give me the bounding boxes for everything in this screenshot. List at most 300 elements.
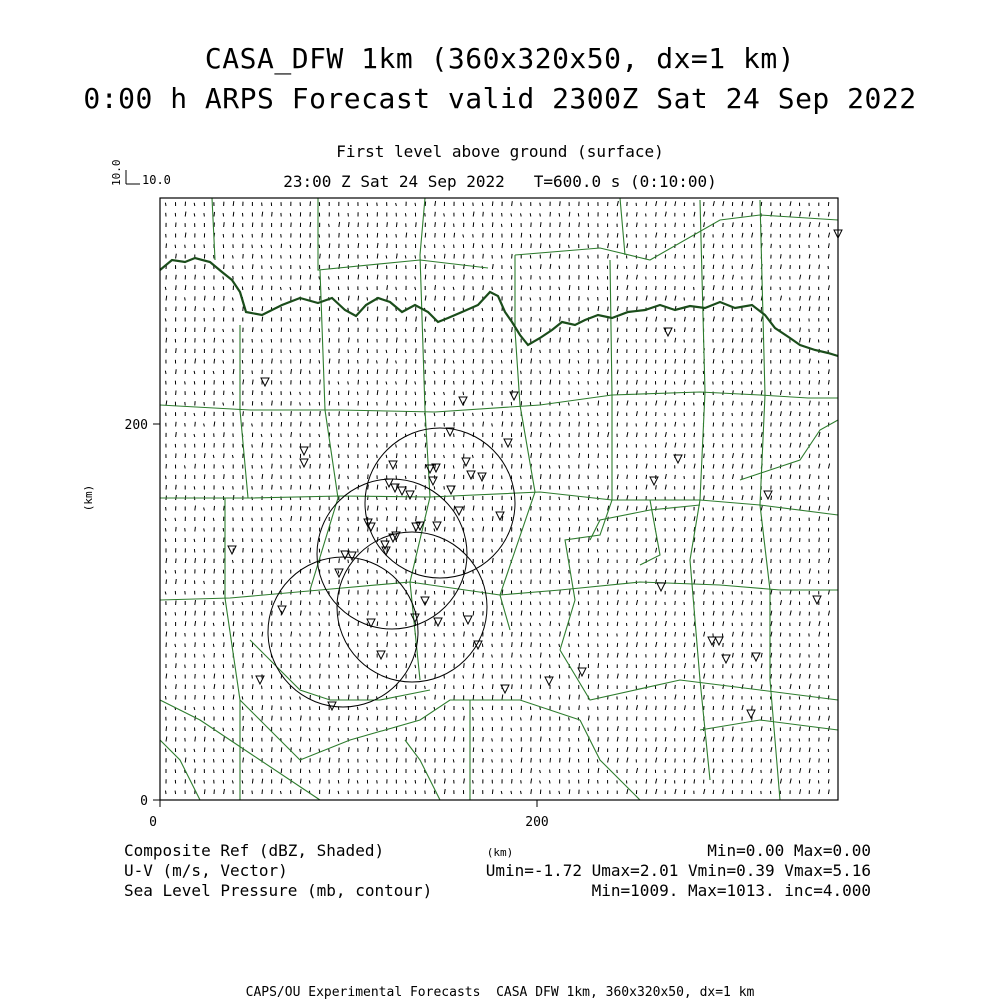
wind-vector (272, 716, 273, 721)
wind-vector (434, 486, 435, 489)
wind-vector (329, 726, 330, 731)
wind-vector (396, 571, 397, 574)
wind-vector (425, 213, 426, 216)
wind-vector (684, 643, 685, 647)
wind-vector (579, 422, 580, 427)
wind-vector (608, 559, 609, 563)
wind-vector (521, 632, 522, 637)
wind-vector (310, 275, 311, 280)
wind-vector (492, 695, 493, 700)
wind-vector (761, 538, 762, 542)
wind-vector (608, 579, 609, 584)
wind-vector (675, 789, 676, 794)
station-marker (715, 637, 723, 645)
wind-vector (521, 422, 522, 427)
wind-vector (472, 455, 473, 458)
wind-vector (569, 245, 570, 248)
wind-vector (348, 455, 349, 458)
wind-vector (272, 747, 273, 752)
wind-vector (300, 392, 301, 395)
wind-vector (521, 455, 522, 458)
wind-vector (291, 411, 292, 416)
wind-vector (675, 685, 676, 689)
wind-vector (617, 495, 618, 500)
wind-vector (396, 453, 397, 458)
wind-vector (627, 495, 628, 500)
wind-vector (262, 779, 263, 784)
wind-vector (405, 402, 406, 405)
wind-vector (617, 244, 618, 248)
wind-vector (502, 432, 503, 437)
wind-vector (752, 201, 753, 206)
wind-vector (713, 454, 714, 458)
wind-vector (704, 527, 705, 532)
wind-vector (232, 298, 233, 301)
wind-vector (300, 465, 301, 468)
wind-vector (800, 579, 801, 584)
wind-vector (214, 212, 215, 217)
wind-vector (483, 327, 484, 332)
y-tick-label-200: 200 (124, 418, 148, 433)
wind-vector (665, 370, 666, 375)
wind-vector (550, 369, 551, 374)
wind-vector (617, 590, 618, 595)
wind-vector (656, 538, 657, 543)
wind-vector (771, 244, 772, 248)
wind-vector (588, 611, 589, 616)
wind-vector (579, 474, 580, 479)
wind-vector (232, 728, 233, 731)
wind-vector (511, 213, 512, 216)
wind-vector (415, 665, 416, 668)
wind-vector (387, 401, 388, 406)
wind-vector (300, 623, 301, 626)
wind-vector (675, 601, 676, 605)
wind-vector (597, 508, 598, 511)
wind-vector (732, 569, 733, 573)
wind-vector (617, 370, 618, 375)
wind-vector (367, 728, 368, 731)
wind-vector (242, 528, 243, 531)
wind-vector (665, 674, 666, 679)
wind-vector (444, 570, 445, 573)
wind-vector (213, 518, 214, 521)
wind-vector (549, 780, 550, 783)
wind-vector (761, 663, 762, 668)
wind-vector (386, 738, 387, 741)
wind-vector (339, 348, 340, 353)
wind-vector (597, 413, 598, 416)
wind-vector (723, 737, 724, 742)
wind-vector (752, 412, 753, 416)
wind-vector (223, 633, 224, 636)
wind-vector (790, 464, 791, 469)
wind-vector (281, 255, 282, 258)
wind-vector (387, 369, 388, 374)
wind-vector (549, 612, 550, 615)
wind-vector (579, 674, 580, 679)
wind-vector (656, 779, 657, 784)
wind-vector (704, 590, 705, 595)
wind-vector (464, 275, 465, 280)
wind-vector (742, 663, 743, 668)
wind-vector (272, 569, 273, 574)
wind-vector (492, 201, 493, 206)
wind-vector (675, 590, 676, 594)
wind-vector (358, 570, 359, 573)
wind-vector (194, 486, 195, 489)
wind-vector (262, 705, 263, 710)
wind-vector (309, 770, 310, 773)
radar-range-ring (268, 557, 418, 707)
wind-vector (627, 632, 628, 636)
wind-vector (368, 359, 369, 364)
wind-vector (771, 548, 772, 552)
wind-vector (339, 254, 340, 259)
wind-vector (752, 328, 753, 332)
station-marker (462, 458, 470, 466)
wind-vector (568, 403, 569, 406)
radar-range-rings (268, 428, 515, 707)
wind-vector (300, 726, 301, 731)
wind-vector (473, 653, 474, 658)
wind-vector (176, 422, 177, 427)
wind-vector (262, 558, 263, 563)
wind-vector (358, 264, 359, 269)
wind-vector (704, 222, 705, 227)
wind-vector (224, 506, 225, 511)
wind-vector (262, 255, 263, 258)
wind-vector (617, 674, 618, 679)
wind-vector (646, 705, 647, 710)
wind-vector (435, 684, 436, 689)
wind-vector (444, 222, 445, 227)
wind-vector (598, 350, 599, 353)
wind-vector (761, 506, 762, 511)
wind-vector (204, 726, 205, 731)
wind-vector (656, 390, 657, 395)
wind-vector (819, 716, 820, 721)
wind-vector (272, 474, 273, 479)
wind-vector (195, 422, 196, 427)
wind-vector (165, 287, 166, 290)
wind-vector (214, 359, 215, 364)
wind-vector (656, 737, 657, 741)
wind-vector (723, 265, 724, 269)
wind-vector (723, 569, 724, 574)
wind-vector (329, 455, 330, 458)
wind-vector (742, 370, 743, 374)
wind-vector (176, 254, 177, 259)
wind-vector (329, 276, 330, 279)
wind-vector (752, 506, 753, 510)
wind-vector (704, 748, 705, 752)
wind-vector (473, 390, 474, 395)
wind-vector (386, 455, 387, 458)
wind-vector (560, 222, 561, 227)
wind-vector (233, 222, 234, 227)
wind-vector (627, 601, 628, 605)
wind-vector (444, 287, 445, 290)
wind-vector (800, 727, 801, 732)
wind-vector (819, 432, 820, 437)
wind-vector (243, 642, 244, 647)
wind-vector (771, 611, 772, 616)
wind-vector (415, 423, 416, 426)
wind-vector (675, 359, 676, 364)
wind-vector (704, 233, 705, 238)
wind-vector (665, 275, 666, 279)
wind-vector (656, 569, 657, 573)
wind-vector (597, 549, 598, 552)
wind-vector (675, 275, 676, 279)
wind-vector (540, 633, 541, 636)
wind-vector (588, 339, 589, 342)
wind-vector (338, 308, 339, 311)
wind-vector (742, 453, 743, 458)
wind-vector (233, 621, 234, 626)
wind-vector (377, 497, 378, 500)
wind-vector (559, 497, 560, 500)
wind-vector (348, 486, 349, 489)
wind-vector (406, 455, 407, 458)
wind-vector (723, 369, 724, 374)
wind-vector (540, 474, 541, 479)
wind-vector (444, 392, 445, 395)
wind-vector (501, 224, 502, 227)
wind-vector (291, 485, 292, 490)
wind-vector (530, 287, 531, 290)
wind-vector (828, 485, 829, 489)
wind-vector (704, 496, 705, 500)
wind-vector (223, 350, 224, 353)
wind-vector (809, 233, 810, 238)
wind-vector (300, 581, 301, 584)
wind-vector (569, 381, 570, 384)
wind-vector (656, 758, 657, 763)
wind-vector (597, 759, 598, 762)
wind-vector (453, 759, 454, 762)
wind-vector (339, 768, 340, 773)
wind-vector (579, 726, 580, 731)
wind-vector (252, 684, 253, 689)
station-marker (377, 651, 385, 659)
wind-vector (358, 348, 359, 353)
wind-vector (771, 632, 772, 637)
wind-vector (387, 285, 388, 290)
wind-vector (646, 643, 647, 647)
wind-vector (261, 329, 262, 332)
wind-vector (214, 296, 215, 301)
wind-vector (387, 621, 388, 626)
wind-vector (636, 464, 637, 468)
wind-vector (540, 485, 541, 490)
wind-vector (300, 369, 301, 374)
wind-vector (194, 759, 195, 762)
wind-vector (578, 497, 579, 500)
wind-vector (560, 201, 561, 206)
wind-vector (473, 747, 474, 752)
wind-vector (242, 360, 243, 363)
wind-vector (819, 328, 820, 332)
wind-vector (684, 275, 685, 279)
wind-vector (291, 506, 292, 511)
wind-vector (176, 275, 177, 280)
wind-vector (665, 621, 666, 626)
wind-vector (329, 359, 330, 364)
wind-vector (569, 590, 570, 595)
wind-vector (627, 285, 628, 290)
wind-vector (809, 569, 810, 574)
wind-vector (665, 684, 666, 689)
wind-vector (819, 790, 820, 795)
wind-vector (463, 444, 464, 447)
wind-vector (617, 622, 618, 626)
wind-vector (176, 306, 177, 311)
station-marker (300, 447, 308, 455)
station-marker (455, 507, 463, 515)
wind-vector (752, 622, 753, 626)
wind-vector (271, 539, 272, 542)
wind-vector (300, 548, 301, 553)
wind-vector (492, 717, 493, 720)
wind-vector (723, 348, 724, 353)
station-marker (464, 616, 472, 624)
wind-vector (694, 212, 695, 217)
wind-vector (732, 338, 733, 342)
wind-vector (828, 737, 829, 742)
station-marker (708, 637, 716, 645)
legend-uv-stats: Umin=-1.72 Umax=2.01 Vmin=0.39 Vmax=5.16 (485, 861, 871, 880)
wind-vector (444, 245, 445, 248)
wind-vector (597, 791, 598, 794)
wind-vector (579, 611, 580, 616)
wind-vector (166, 686, 167, 689)
wind-vector (732, 317, 733, 321)
wind-vector (694, 433, 695, 437)
wind-vector (636, 705, 637, 710)
wind-vector (579, 705, 580, 710)
wind-vector (761, 779, 762, 784)
wind-vector (771, 747, 772, 752)
wind-vector (416, 327, 417, 332)
wind-vector (771, 496, 772, 500)
wind-vector (578, 350, 579, 353)
wind-vector (790, 674, 791, 679)
wind-vector (310, 371, 311, 374)
wind-vector (377, 674, 378, 679)
wind-vector (665, 212, 666, 217)
wind-vector (271, 245, 272, 248)
wind-vector (732, 212, 733, 216)
wind-vector (348, 476, 349, 479)
wind-vector (368, 590, 369, 595)
wind-vector (559, 287, 560, 290)
wind-vector (723, 422, 724, 426)
wind-vector (195, 642, 196, 647)
wind-vector (300, 611, 301, 616)
wind-vector (194, 203, 195, 206)
wind-vector (617, 286, 618, 290)
wind-vector (233, 329, 234, 332)
wind-vector (176, 485, 177, 490)
wind-vector (320, 779, 321, 784)
y-tick-label-0: 0 (140, 794, 148, 809)
wind-vector (300, 539, 301, 542)
wind-vector (367, 297, 368, 300)
wind-vector (473, 633, 474, 636)
wind-vector (367, 717, 368, 720)
wind-vector (185, 306, 186, 311)
wind-vector (357, 738, 358, 741)
station-marker (747, 710, 755, 718)
wind-vector (464, 432, 465, 437)
wind-vector (790, 747, 791, 752)
wind-vector (665, 474, 666, 479)
wind-vector (204, 474, 205, 479)
wind-vector (723, 338, 724, 342)
wind-vector (502, 243, 503, 248)
wind-vector (617, 296, 618, 301)
wind-vector (213, 623, 214, 626)
wind-vector (780, 706, 781, 710)
wind-vector (405, 780, 406, 783)
wind-vector (732, 653, 733, 658)
wind-vector (790, 611, 791, 616)
wind-vector (501, 487, 502, 490)
wind-vector (223, 465, 224, 468)
wind-vector (242, 780, 243, 783)
wind-vector (348, 747, 349, 752)
wind-vector (319, 434, 320, 437)
wind-vector (195, 464, 196, 469)
wind-vector (310, 243, 311, 248)
wind-vector (800, 789, 801, 794)
wind-vector (214, 759, 215, 762)
wind-vector (405, 476, 406, 479)
wind-vector (828, 506, 829, 511)
wind-vector (195, 768, 196, 773)
wind-vector (290, 728, 291, 731)
wind-vector (368, 611, 369, 616)
wind-vector (176, 558, 177, 563)
wind-vector (790, 496, 791, 500)
wind-vector (348, 296, 349, 301)
wind-vector (597, 466, 598, 469)
wind-vector (780, 496, 781, 500)
wind-vector (559, 665, 560, 668)
wind-vector (636, 433, 637, 438)
wind-vector (780, 506, 781, 510)
wind-vector (368, 474, 369, 479)
station-marker (510, 392, 518, 400)
wind-vector (684, 317, 685, 322)
wind-vector (396, 369, 397, 374)
wind-vector (540, 781, 541, 784)
wind-vector (752, 496, 753, 500)
wind-vector (617, 643, 618, 647)
wind-vector (675, 569, 676, 574)
wind-vector (224, 432, 225, 437)
wind-vector (627, 737, 628, 741)
wind-vector (204, 621, 205, 626)
wind-vector (800, 328, 801, 333)
wind-vector (377, 621, 378, 626)
wind-vector (175, 644, 176, 647)
wind-vector (598, 768, 599, 773)
wind-vector (809, 684, 810, 689)
wind-vector (329, 558, 330, 563)
